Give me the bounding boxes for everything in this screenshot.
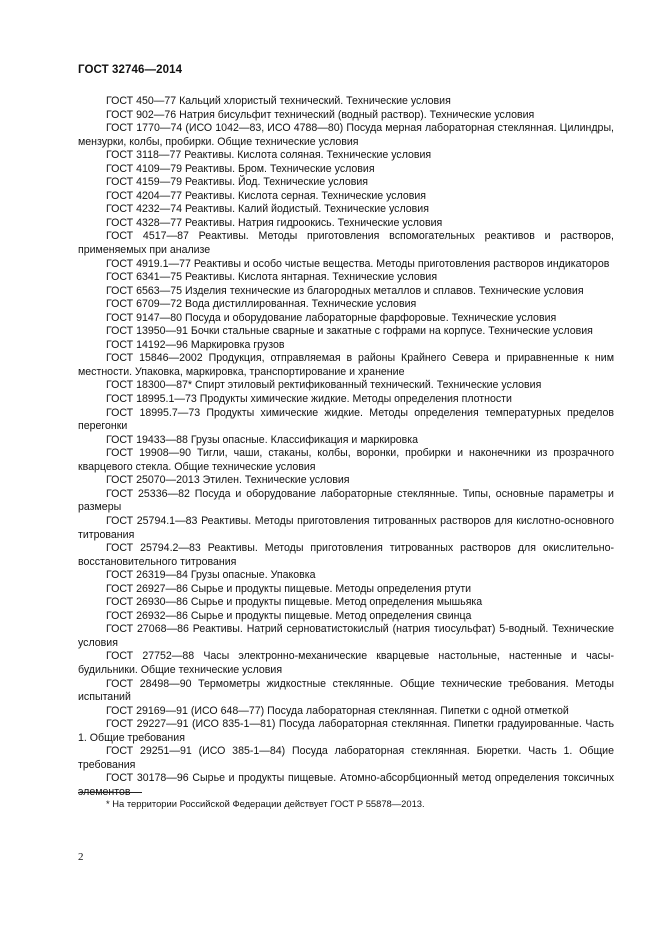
reference-item bbox=[78, 163, 614, 177]
reference-title: Посуда лабораторная стеклянная. Пипетки градуированные. Часть 1. Общие требования bbox=[78, 718, 614, 744]
reference-title: Реактивы. Йод. Технические условия bbox=[185, 176, 369, 189]
reference-code: ГОСТ 26927—86 bbox=[106, 582, 188, 595]
reference-code: ГОСТ 450—77 bbox=[106, 95, 177, 107]
reference-title: Грузы опасные. Упаковка bbox=[190, 569, 316, 582]
normative-references-list bbox=[78, 95, 614, 799]
footnote: * На территории Российской Федерации действует ГОСТ Р 55878—2013. bbox=[106, 798, 425, 809]
reference-item bbox=[78, 339, 614, 353]
reference-title: Термометры жидкостные стеклянные. Общие технические требования. Методы испытаний bbox=[78, 677, 614, 704]
reference-title: Реактивы. Кислота серная. Технические условия bbox=[185, 189, 427, 202]
reference-title: Натрия бисульфит технический (водный раствор). Технические условия bbox=[179, 108, 535, 121]
reference-title: Грузы опасные. Классификация и маркировка bbox=[190, 433, 419, 446]
reference-title: Реактивы. Натрий серноватистокислый (натрия тиосульфат) 5-водный. Технические условия bbox=[78, 623, 614, 649]
reference-code: ГОСТ 4328—77 bbox=[106, 216, 183, 229]
reference-title: Реактивы. Натрия гидроокись. Технические условия bbox=[185, 216, 443, 229]
reference-title: Вода дистиллированная. Технические условия bbox=[185, 298, 417, 311]
reference-title: Реактивы и особо чистые вещества. Методы приготовления растворов индикаторов bbox=[193, 257, 610, 270]
reference-code: ГОСТ 29251—91 (ИСО 385-1—84) bbox=[106, 745, 286, 758]
reference-code: ГОСТ 6341—75 bbox=[106, 271, 183, 284]
reference-code: ГОСТ 25336—82 bbox=[106, 487, 190, 500]
reference-title: Бочки стальные сварные и закатные с гофрами на корпусе. Технические условия bbox=[190, 325, 593, 338]
reference-code: ГОСТ 29169—91 (ИСО 648—77) bbox=[106, 704, 265, 717]
reference-item bbox=[78, 190, 614, 204]
reference-code: ГОСТ 27752—88 bbox=[106, 650, 195, 663]
reference-item bbox=[78, 542, 614, 569]
reference-code: ГОСТ 4517—87 bbox=[106, 230, 189, 243]
reference-code: ГОСТ 29227—91 (ИСО 835-1—81) bbox=[106, 718, 276, 731]
reference-title: Посуда лабораторная стеклянная. Бюретки. Часть 1. Общие требования bbox=[78, 745, 614, 771]
reference-item bbox=[78, 610, 614, 624]
reference-item bbox=[78, 285, 614, 299]
reference-item bbox=[78, 447, 614, 474]
reference-title: Посуда и оборудование лабораторные стеклянные. Типы, основные параметры и размеры bbox=[78, 487, 614, 514]
reference-code: ГОСТ 3118—77 bbox=[106, 149, 182, 162]
reference-code: ГОСТ 25794.1—83 bbox=[106, 514, 198, 527]
reference-code: ГОСТ 18995.1—73 bbox=[106, 393, 197, 406]
reference-code: ГОСТ 902—76 bbox=[106, 108, 177, 121]
reference-code: ГОСТ 13950—91 bbox=[106, 325, 188, 338]
reference-code: ГОСТ 4919.1—77 bbox=[106, 257, 191, 270]
reference-code: ГОСТ 25070—2013 bbox=[106, 474, 200, 487]
reference-item bbox=[78, 325, 614, 339]
reference-title: Реактивы. Методы приготовления вспомогательных реактивов и растворов, применяемых при анализе bbox=[78, 230, 614, 257]
reference-title: Реактивы. Методы приготовления титрованных растворов для кислотно-основного титрования bbox=[78, 514, 614, 541]
reference-item bbox=[78, 515, 614, 542]
reference-item bbox=[78, 230, 614, 257]
reference-item bbox=[78, 488, 614, 515]
reference-code: ГОСТ 25794.2—83 bbox=[106, 542, 201, 555]
reference-item bbox=[78, 312, 614, 326]
reference-code: ГОСТ 19433—88 bbox=[106, 433, 188, 446]
reference-code: ГОСТ 27068—86 bbox=[106, 623, 189, 636]
reference-item bbox=[78, 745, 614, 772]
reference-code: ГОСТ 14192—96 bbox=[106, 338, 188, 351]
reference-title: Сырье и продукты пищевые. Метод определения мышьяка bbox=[190, 596, 483, 609]
reference-code: ГОСТ 26319—84 bbox=[106, 569, 188, 582]
reference-item bbox=[78, 705, 614, 719]
reference-title: Тигли, чаши, стаканы, колбы, воронки, пробирки и наконечники из прозрачного кварцевого стекла. Общие технические условия bbox=[78, 447, 614, 473]
reference-code: ГОСТ 26930—86 bbox=[106, 596, 188, 609]
reference-title: Реактивы. Бром. Технические условия bbox=[185, 162, 375, 175]
reference-title: Маркировка грузов bbox=[190, 338, 285, 351]
reference-item bbox=[78, 217, 614, 231]
reference-item bbox=[78, 393, 614, 407]
reference-item bbox=[78, 258, 614, 272]
page-number: 2 bbox=[78, 851, 84, 863]
reference-title: Кальций хлористый технический. Технические условия bbox=[179, 95, 451, 107]
reference-item bbox=[78, 379, 614, 393]
reference-item bbox=[78, 623, 614, 650]
reference-item bbox=[78, 298, 614, 312]
reference-title: Реактивы. Калий йодистый. Технические условия bbox=[185, 203, 429, 216]
reference-item bbox=[78, 596, 614, 610]
document-header: ГОСТ 32746—2014 bbox=[78, 64, 183, 76]
reference-item bbox=[78, 407, 614, 434]
reference-title: Спирт этиловый ректификованный технический. Технические условия bbox=[195, 379, 542, 392]
reference-code: ГОСТ 1770—74 (ИСО 1042—83, ИСО 4788—80) bbox=[106, 122, 344, 135]
reference-item bbox=[78, 583, 614, 597]
reference-code: ГОСТ 9147—80 bbox=[106, 311, 183, 324]
reference-title: Сырье и продукты пищевые. Метод определения свинца bbox=[190, 609, 472, 622]
footnote-divider bbox=[78, 792, 142, 793]
reference-item bbox=[78, 678, 614, 705]
reference-item bbox=[78, 434, 614, 448]
reference-code: ГОСТ 4159—79 bbox=[106, 176, 183, 189]
reference-item bbox=[78, 474, 614, 488]
reference-title: Часы электронно-механические кварцевые настольные, настенные и часы-будильники. Общие технические условия bbox=[78, 650, 614, 676]
reference-code: ГОСТ 4232—74 bbox=[106, 203, 183, 216]
reference-title: Продукты химические жидкие. Методы определения температурных пределов перегонки bbox=[78, 406, 614, 433]
reference-item bbox=[78, 718, 614, 745]
reference-code: ГОСТ 26932—86 bbox=[106, 609, 188, 622]
reference-title: Продукты химические жидкие. Методы определения плотности bbox=[199, 393, 512, 406]
reference-code: ГОСТ 6563—75 bbox=[106, 284, 183, 297]
reference-code: ГОСТ 4109—79 bbox=[106, 162, 183, 175]
reference-item bbox=[78, 149, 614, 163]
reference-code: ГОСТ 19908—90 bbox=[106, 447, 191, 460]
reference-title: Реактивы. Методы приготовления титрованных растворов для окислительно-восстановительного титрования bbox=[78, 542, 614, 568]
reference-code: ГОСТ 28498—90 bbox=[106, 677, 192, 690]
reference-title: Изделия технические из благородных металлов и сплавов. Технические условия bbox=[185, 284, 584, 297]
reference-item bbox=[78, 95, 614, 109]
reference-code: ГОСТ 4204—77 bbox=[106, 189, 183, 202]
reference-title: Посуда мерная лабораторная стеклянная. Цилиндры, мензурки, колбы, пробирки. Общие технические условия bbox=[78, 122, 614, 148]
reference-item bbox=[78, 109, 614, 123]
reference-item bbox=[78, 352, 614, 379]
reference-item bbox=[78, 569, 614, 583]
reference-item bbox=[78, 772, 614, 799]
reference-item bbox=[78, 203, 614, 217]
reference-title: Продукция, отправляемая в районы Крайнего Севера и приравненные к ним местности. Упаковка, маркировка, транспортирование и хранение bbox=[78, 352, 614, 378]
reference-code: ГОСТ 30178—96 bbox=[106, 772, 189, 785]
reference-item bbox=[78, 650, 614, 677]
reference-item bbox=[78, 271, 614, 285]
reference-code: ГОСТ 18300—87* bbox=[106, 379, 193, 392]
reference-title: Посуда и оборудование лабораторные фарфоровые. Технические условия bbox=[185, 311, 557, 324]
reference-title: Посуда лабораторная стеклянная. Пипетки с одной отметкой bbox=[267, 704, 569, 717]
reference-title: Реактивы. Кислота соляная. Технические условия bbox=[184, 149, 432, 162]
reference-code: ГОСТ 18995.7—73 bbox=[106, 406, 201, 419]
reference-title: Этилен. Технические условия bbox=[202, 474, 350, 487]
reference-title: Реактивы. Кислота янтарная. Технические условия bbox=[185, 271, 438, 284]
reference-title: Сырье и продукты пищевые. Атомно-абсорбционный метод определения токсичных элементов bbox=[78, 772, 614, 798]
reference-title: Сырье и продукты пищевые. Методы определения ртути bbox=[190, 582, 472, 595]
reference-item bbox=[78, 176, 614, 190]
reference-code: ГОСТ 15846—2002 bbox=[106, 352, 203, 365]
reference-code: ГОСТ 6709—72 bbox=[106, 298, 183, 311]
reference-item bbox=[78, 122, 614, 149]
